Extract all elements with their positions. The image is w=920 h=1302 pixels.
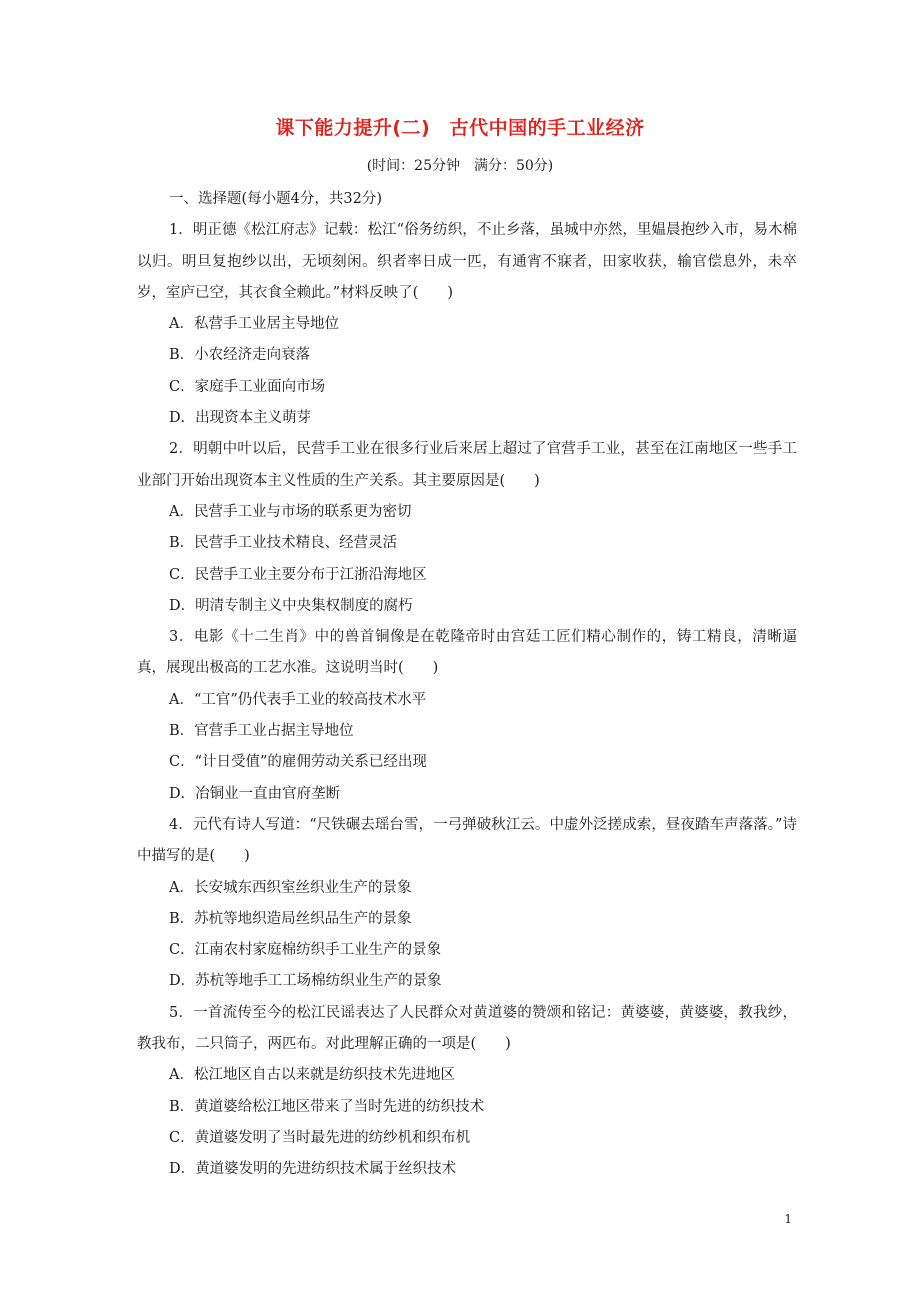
question-stem: 3．电影《十二生肖》中的兽首铜像是在乾隆帝时由宫廷工匠们精心制作的，铸工精良，清晰逼真，展现出极高的工艺水准。这说明当时( ) (137, 629, 797, 677)
option-a: A．私营手工业居主导地位 (169, 316, 339, 333)
option-d: D．黄道婆发明的先进纺织技术属于丝织技术 (169, 1161, 457, 1178)
question-1 (137, 215, 797, 434)
option-b: B．黄道婆给松江地区带来了当时先进的纺织技术 (169, 1098, 485, 1115)
option-a: A．民营手工业与市场的联系更为密切 (169, 503, 412, 520)
question-stem: 1．明正德《松江府志》记载：松江“俗务纺织，不止乡落，虽城中亦然，里媪晨抱纱入市，易木棉以归。明旦复抱纱以出，无顷刻闲。织者率日成一匹，有通宵不寐者，田家收获，输官偿息外，未卒岁，室庐已空，其衣食全赖此。”材料反映了( ) (137, 222, 797, 301)
question-3 (137, 622, 797, 810)
option-c: C．江南农村家庭棉纺织手工业生产的景象 (169, 942, 442, 959)
question-stem: 5．一首流传至今的松江民谣表达了人民群众对黄道婆的赞颂和铭记：黄婆婆，黄婆婆，教我纱，教我布，二只筒子，两匹布。对此理解正确的一项是( ) (137, 1004, 797, 1053)
option-a: A．长安城东西织室丝织业生产的景象 (169, 879, 412, 896)
question-4 (137, 810, 797, 998)
option-d: D．出现资本主义萌芽 (169, 410, 312, 427)
option-c: C．“计日受值”的雇佣劳动关系已经出现 (169, 754, 427, 771)
question-stem: 2．明朝中叶以后，民营手工业在很多行业后来居上超过了官营手工业，甚至在江南地区一些手工业部门开始出现资本主义性质的生产关系。其主要原因是( ) (137, 441, 797, 489)
option-a: A．“工官”仍代表手工业的较高技术水平 (169, 691, 427, 708)
option-d: D．苏杭等地手工工场棉纺织业生产的景象 (169, 973, 442, 990)
section-heading: 一、选择题(每小题4分，共32分) (169, 191, 382, 207)
option-c: C．黄道婆发明了当时最先进的纺纱机和织布机 (169, 1129, 471, 1146)
page-number: 1 (784, 1212, 792, 1226)
question-stem: 4．元代有诗人写道：“尺铁碾去瑶台雪，一弓弹破秋江云。中虚外泛搓成索，昼夜踏车声落落。”诗中描写的是( ) (137, 816, 797, 865)
option-d: D．冶铜业一直由官府垄断 (169, 785, 341, 802)
option-c: C．家庭手工业面向市场 (169, 378, 326, 395)
page-title: 课下能力提升(二) 古代中国的手工业经济 (275, 117, 645, 139)
content-body (137, 184, 797, 1186)
option-d: D．明清专制主义中央集权制度的腐朽 (169, 597, 413, 614)
option-c: C．民营手工业主要分布于江浙沿海地区 (169, 566, 427, 583)
option-b: B．官营手工业占据主导地位 (169, 723, 354, 740)
option-b: B．苏杭等地织造局丝织品生产的景象 (169, 910, 412, 927)
option-b: B．民营手工业技术精良、经营灵活 (169, 535, 398, 552)
question-2 (137, 434, 797, 622)
option-b: B．小农经济走向衰落 (169, 347, 311, 364)
exam-info: (时间：25分钟 满分：50分) (366, 158, 554, 174)
option-a: A．松江地区自古以来就是纺织技术先进地区 (169, 1067, 455, 1084)
question-5 (137, 998, 797, 1186)
